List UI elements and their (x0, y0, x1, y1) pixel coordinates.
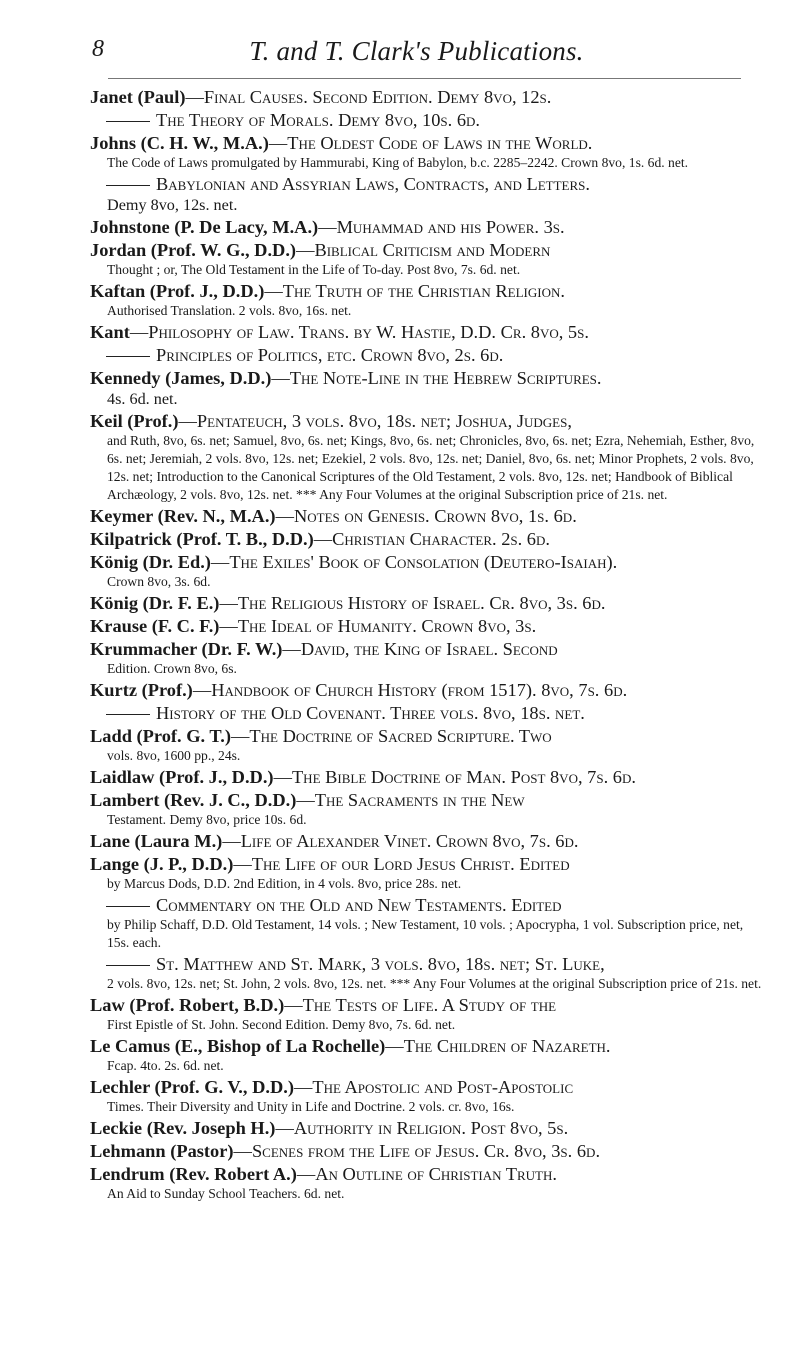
author-name: Lehmann (Pastor) (90, 1141, 234, 1161)
catalogue-entry (90, 592, 763, 614)
entry-title: —The Exiles' Book of Consolation (Deutero-Isaiah). (210, 552, 618, 572)
entry-continuation: An Aid to Sunday School Teachers. 6d. net. (107, 1186, 345, 1201)
entry-first-line (90, 86, 763, 108)
entry-title: Commentary on the Old and New Testaments. Edited (156, 895, 562, 915)
entry-first-line (90, 132, 763, 154)
catalogue-entry (90, 830, 763, 852)
catalogue-entry (90, 994, 763, 1034)
entry-continuation: Edition. Crown 8vo, 6s. (107, 661, 237, 676)
author-name: Law (Prof. Robert, B.D.) (90, 995, 285, 1015)
entry-first-line (90, 615, 763, 637)
author-name: Kennedy (James, D.D.) (90, 368, 272, 388)
author-name: Kurtz (Prof.) (90, 680, 193, 700)
author-name: Lechler (Prof. G. V., D.D.) (90, 1077, 294, 1097)
entry-continuation: 2 vols. 8vo, 12s. net; St. John, 2 vols. 8vo, 12s. net. *** Any Four Volumes at the original Subscription price of 21s. net. (107, 976, 762, 991)
entry-title: —An Outline of Christian Truth. (296, 1164, 557, 1184)
ditto-dash (106, 906, 150, 907)
catalogue-entry (90, 1140, 763, 1162)
entry-title: —The Children of Nazareth. (385, 1036, 611, 1056)
catalogue-entry (90, 367, 763, 409)
entry-first-line (90, 280, 763, 302)
entry-title: —The Note-Line in the Hebrew Scriptures. (271, 368, 602, 388)
author-name: Kilpatrick (Prof. T. B., D.D.) (90, 529, 314, 549)
entry-continuation: vols. 8vo, 1600 pp., 24s. (107, 748, 241, 763)
entry-first-line (90, 1117, 763, 1139)
header-rule (108, 78, 741, 79)
catalogue-entries (90, 86, 763, 1204)
author-name: Ladd (Prof. G. T.) (90, 726, 232, 746)
entry-title: —Authority in Religion. Post 8vo, 5s. (275, 1118, 569, 1138)
ditto-dash (106, 965, 150, 966)
author-name: Keil (Prof.) (90, 411, 179, 431)
catalogue-entry (90, 410, 763, 504)
catalogue-entry (90, 615, 763, 637)
catalogue-entry (90, 216, 763, 238)
catalogue-entry (90, 789, 763, 829)
author-name: Krause (F. C. F.) (90, 616, 220, 636)
entry-first-line (90, 830, 763, 852)
catalogue-entry (90, 638, 763, 678)
catalogue-entry (90, 1117, 763, 1139)
entry-title: History of the Old Covenant. Three vols. 8vo, 18s. net. (156, 703, 585, 723)
entry-title: The Theory of Morals. Demy 8vo, 10s. 6d. (156, 110, 481, 130)
entry-continuation: by Marcus Dods, D.D. 2nd Edition, in 4 vols. 8vo, price 28s. net. (107, 876, 462, 891)
page-header (92, 36, 741, 70)
catalogue-entry (90, 1076, 763, 1116)
catalogue-entry (90, 86, 763, 108)
entry-first-line (90, 1140, 763, 1162)
entry-title: —The Doctrine of Sacred Scripture. Two (231, 726, 552, 746)
entry-title: St. Matthew and St. Mark, 3 vols. 8vo, 18s. net; St. Luke, (156, 954, 605, 974)
ditto-dash (106, 356, 150, 357)
entry-first-line (90, 528, 763, 550)
author-name: König (Dr. F. E.) (90, 593, 220, 613)
page-number: 8 (92, 36, 104, 62)
entry-title: —Pentateuch, 3 vols. 8vo, 18s. net; Joshua, Judges, (178, 411, 572, 431)
author-name: König (Dr. Ed.) (90, 552, 211, 572)
entry-first-line (90, 953, 763, 975)
entry-title: Babylonian and Assyrian Laws, Contracts, and Letters. (156, 174, 590, 194)
ditto-dash (106, 121, 150, 122)
entry-first-line (90, 410, 763, 432)
entry-continuation: Fcap. 4to. 2s. 6d. net. (107, 1058, 224, 1073)
catalogue-entry (90, 1035, 763, 1075)
entry-title: —The Bible Doctrine of Man. Post 8vo, 7s. 6d. (273, 767, 636, 787)
entry-first-line (90, 109, 763, 131)
entry-first-line (90, 994, 763, 1016)
entry-title: —Philosophy of Law. Trans. by W. Hastie, D.D. Cr. 8vo, 5s. (129, 322, 589, 342)
catalogue-entry (90, 280, 763, 320)
entry-title: Principles of Politics, etc. Crown 8vo, 2s. 6d. (156, 345, 504, 365)
catalogue-entry (90, 953, 763, 993)
author-name: Krummacher (Dr. F. W.) (90, 639, 283, 659)
entry-first-line (90, 789, 763, 811)
running-title: T. and T. Clark's Publications. (249, 36, 584, 66)
entry-continuation: Crown 8vo, 3s. 6d. (107, 574, 211, 589)
catalogue-entry (90, 109, 763, 131)
catalogue-entry (90, 679, 763, 701)
entry-title: —The Religious History of Israel. Cr. 8vo, 3s. 6d. (219, 593, 606, 613)
author-name: Lange (J. P., D.D.) (90, 854, 234, 874)
author-name: Johns (C. H. W., M.A.) (90, 133, 269, 153)
entry-first-line (90, 321, 763, 343)
catalogue-entry (90, 344, 763, 366)
entry-title: —Notes on Genesis. Crown 8vo, 1s. 6d. (275, 506, 577, 526)
entry-first-line (90, 367, 763, 389)
ditto-dash (106, 714, 150, 715)
entry-first-line (90, 1035, 763, 1057)
entry-title: —Final Causes. Second Edition. Demy 8vo, 12s. (185, 87, 552, 107)
entry-first-line (90, 894, 763, 916)
author-name: Jordan (Prof. W. G., D.D.) (90, 240, 297, 260)
author-name: Kant (90, 322, 130, 342)
entry-title: —The Truth of the Christian Religion. (264, 281, 565, 301)
entry-title: —Muhammad and his Power. 3s. (318, 217, 565, 237)
author-name: Lane (Laura M.) (90, 831, 223, 851)
catalogue-entry (90, 702, 763, 724)
catalogue-entry (90, 853, 763, 893)
entry-title: —The Life of our Lord Jesus Christ. Edited (233, 854, 570, 874)
catalogue-entry (90, 239, 763, 279)
entry-first-line (90, 766, 763, 788)
entry-first-line (90, 853, 763, 875)
author-name: Kaftan (Prof. J., D.D.) (90, 281, 265, 301)
entry-title: —The Ideal of Humanity. Crown 8vo, 3s. (219, 616, 537, 636)
author-name: Johnstone (P. De Lacy, M.A.) (90, 217, 319, 237)
author-name: Janet (Paul) (90, 87, 186, 107)
entry-first-line (90, 551, 763, 573)
catalogue-entry (90, 766, 763, 788)
entry-first-line (90, 702, 763, 724)
catalogue-entry (90, 1163, 763, 1203)
entry-title: —The Oldest Code of Laws in the World. (268, 133, 593, 153)
entry-continuation: Demy 8vo, 12s. net. (107, 196, 238, 214)
entry-continuation: Testament. Demy 8vo, price 10s. 6d. (107, 812, 307, 827)
entry-continuation: and Ruth, 8vo, 6s. net; Samuel, 8vo, 6s. net; Kings, 8vo, 6s. net; Chronicles, 8vo, 6s. net; Ezra, Nehemiah, Esther, 8vo, 6s. net; Jeremiah, 2 vols. 8vo, 12s. net; Ezekiel, 2 vols. 8vo, 12s. net; Daniel, 8vo, 6s. net; Minor Prophets, 2 vols. 8vo, 12s. net; Introduction to the Canonical Scriptures of the Old Testament, 2 vols. 8vo, 12s. net; Handbook of Biblical Archæology, 2 vols. 8vo, 12s. net. *** Any Four Volumes at the original Subscription price of 21s. net. (107, 433, 755, 502)
author-name: Leckie (Rev. Joseph H.) (90, 1118, 276, 1138)
author-name: Le Camus (E., Bishop of La Rochelle) (90, 1036, 386, 1056)
entry-title: —David, the King of Israel. Second (282, 639, 558, 659)
catalogue-entry (90, 132, 763, 172)
catalogue-entry (90, 321, 763, 343)
entry-first-line (90, 239, 763, 261)
entry-first-line (90, 344, 763, 366)
entry-title: —Life of Alexander Vinet. Crown 8vo, 7s. 6d. (222, 831, 579, 851)
entry-continuation: Thought ; or, The Old Testament in the Life of To-day. Post 8vo, 7s. 6d. net. (107, 262, 521, 277)
entry-continuation: 4s. 6d. net. (107, 390, 178, 408)
entry-first-line (90, 725, 763, 747)
entry-title: —Biblical Criticism and Modern (296, 240, 551, 260)
entry-title: —The Apostolic and Post-Apostolic (293, 1077, 574, 1097)
author-name: Laidlaw (Prof. J., D.D.) (90, 767, 274, 787)
entry-title: —The Tests of Life. A Study of the (284, 995, 557, 1015)
entry-first-line (90, 216, 763, 238)
catalogue-entry (90, 528, 763, 550)
entry-title: —Handbook of Church History (from 1517). 8vo, 7s. 6d. (192, 680, 628, 700)
entry-first-line (90, 638, 763, 660)
entry-continuation: The Code of Laws promulgated by Hammurabi, King of Babylon, b.c. 2285–2242. Crown 8vo, 1s. 6d. net. (107, 155, 689, 170)
catalogue-entry (90, 505, 763, 527)
author-name: Lendrum (Rev. Robert A.) (90, 1164, 297, 1184)
catalogue-entry (90, 725, 763, 765)
entry-title: —Scenes from the Life of Jesus. Cr. 8vo, 3s. 6d. (233, 1141, 601, 1161)
catalogue-entry (90, 173, 763, 215)
ditto-dash (106, 185, 150, 186)
entry-continuation: by Philip Schaff, D.D. Old Testament, 14 vols. ; New Testament, 10 vols. ; Apocrypha, 1 vol. Subscription price, net, 15s. each. (107, 917, 744, 950)
entry-first-line (90, 173, 763, 195)
author-name: Lambert (Rev. J. C., D.D.) (90, 790, 297, 810)
entry-title: —Christian Character. 2s. 6d. (313, 529, 550, 549)
catalogue-entry (90, 894, 763, 952)
entry-first-line (90, 679, 763, 701)
entry-continuation: First Epistle of St. John. Second Edition. Demy 8vo, 7s. 6d. net. (107, 1017, 456, 1032)
entry-continuation: Authorised Translation. 2 vols. 8vo, 16s. net. (107, 303, 352, 318)
catalogue-entry (90, 551, 763, 591)
author-name: Keymer (Rev. N., M.A.) (90, 506, 276, 526)
entry-first-line (90, 1076, 763, 1098)
entry-first-line (90, 592, 763, 614)
entry-first-line (90, 1163, 763, 1185)
entry-title: —The Sacraments in the New (296, 790, 525, 810)
entry-first-line (90, 505, 763, 527)
entry-continuation: Times. Their Diversity and Unity in Life and Doctrine. 2 vols. cr. 8vo, 16s. (107, 1099, 515, 1114)
